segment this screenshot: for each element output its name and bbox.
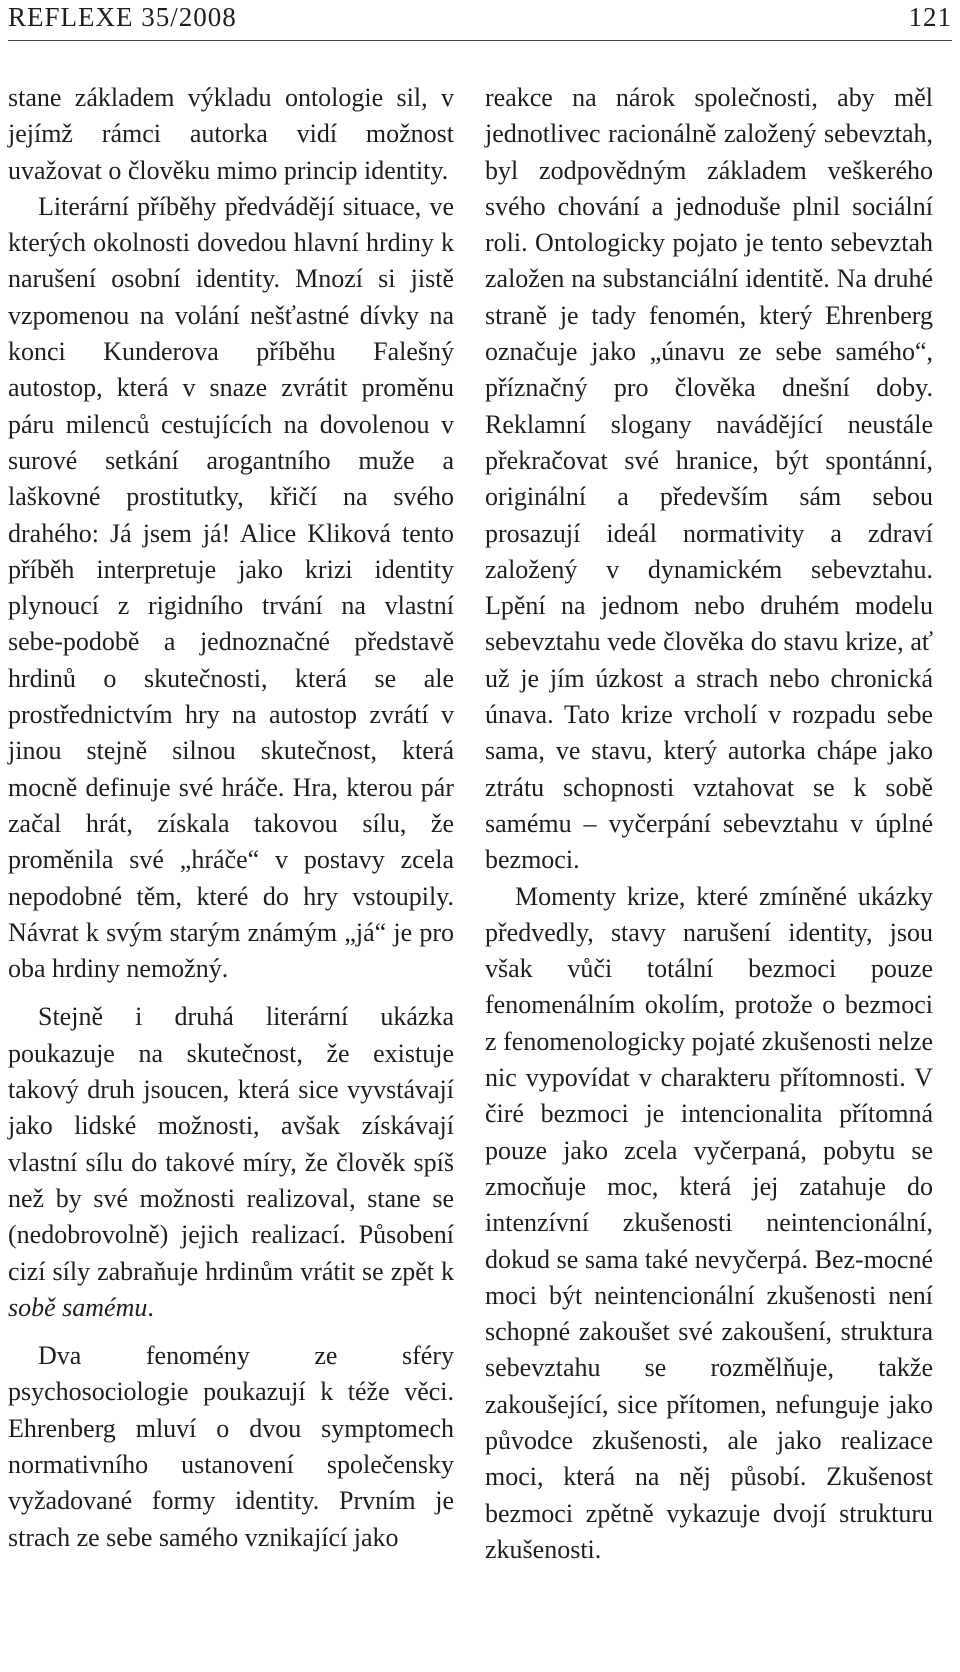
left-column — [8, 80, 454, 1556]
paragraph: reakce na nárok společnosti, aby měl jednotlivec racionálně založený sebevztah, byl zodpovědným základem veškerého svého chování a jednoduše plnil sociální roli. Ontologicky pojato je tento sebevztah založen na substanciální identitě. Na druhé straně je tady fenomén, který Ehrenberg označuje jako „únavu ze sebe samého“, příznačný pro člověka dnešní doby. Reklamní slogany navádějící neustále překračovat své hranice, být spontánní, originální a především sám sebou prosazují ideál normativity a zdraví založený v dynamickém sebevztahu. Lpění na jednom nebo druhém modelu sebevztahu vede člověka do stavu krize, ať už je jím úzkost a strach nebo chronická únava. Tato krize vrcholí v rozpadu sebe sama, ve stavu, který autorka chápe jako ztrátu schopnosti vztahovat se k sobě samému – vyčerpání sebevztahu v úplné bezmoci. — [485, 83, 933, 875]
journal-issue: REFLEXE 35/2008 — [8, 2, 237, 32]
paragraph: Dva fenomény ze sféry psychosociologie poukazují k téže věci. Ehrenberg mluví o dvou symptomech normativního ustanovení společensky vyžadované formy identity. Prvním je strach ze sebe samého vznikající jako — [8, 1341, 454, 1552]
paragraph-text: Stejně i druhá literární ukázka poukazuje na skutečnost, že existuje takový druh jsoucen, která sice vyvstávají jako lidské možnosti, avšak získávají vlastní sílu do takové míry, že člověk spíš než by své možnosti realizoval, stane se (nedobrovolně) jejich realizací. Působení cizí síly zabraňuje hrdinům vrátit se zpět k — [8, 1002, 454, 1286]
page-number: 121 — [908, 2, 952, 32]
paragraph: stane základem výkladu ontologie sil, v jejímž rámci autorka vidí možnost uvažovat o člověku mimo princip identity. — [8, 83, 454, 185]
paragraph-end: . — [147, 1292, 154, 1322]
paragraph: Literární příběhy předvádějí situace, ve kterých okolnosti dovedou hlavní hrdiny k narušení osobní identity. Mnozí si jistě vzpomenou na volání nešťastné dívky na konci Kunderova příběhu Falešný autostop, která v snaze zvrátit proměnu páru milenců cestujících na dovolenou v surové setkání arogantního muže a laškovné prostitutky, křičí na svého drahého: Já jsem já! Alice Kliková tento příběh interpretuje jako krizi identity plynoucí z rigidního trvání na vlastní sebe-podobě a jednoznačné představě hrdinů o skutečnosti, která se ale prostřednictvím hry na autostop zvrátí v jinou stejně silnou skutečnost, která mocně definuje své hráče. Hra, kterou pár začal hrát, získala takovou sílu, že proměnila své „hráče“ v postavy zcela nepodobné těm, které do hry vstoupily. Návrat k svým starým známým „já“ je pro oba hrdiny nemožný. — [8, 191, 454, 984]
paragraph — [8, 999, 454, 1326]
running-header — [8, 0, 952, 41]
emphasis: sobě samému — [8, 1292, 148, 1322]
right-column — [485, 80, 933, 1568]
paragraph: Momenty krize, které zmíněné ukázky předvedly, stavy narušení identity, jsou však vůči totální bezmoci pouze fenomenálním okolím, protože o bezmoci z fenomenologicky pojaté zkušenosti nelze nic vypovídat v charakteru přítomnosti. V čiré bezmoci je intencionalita přítomná pouze jako zcela vyčerpaná, pobytu se zmocňuje moc, která jej zatahuje do intenzívní zkušenosti neintencionální, dokud se sama také nevyčerpá. Bez-mocné moci být neintencionální zkušenosti není schopné zakoušet své zakoušení, struktura sebevztahu se rozmělňuje, takže zakoušející, sice přítomen, nefunguje jako původce zkušenosti, ale jako realizace moci, která na něj působí. Zkušenost bezmoci zpětně vykazuje dvojí strukturu zkušenosti. — [485, 881, 933, 1564]
